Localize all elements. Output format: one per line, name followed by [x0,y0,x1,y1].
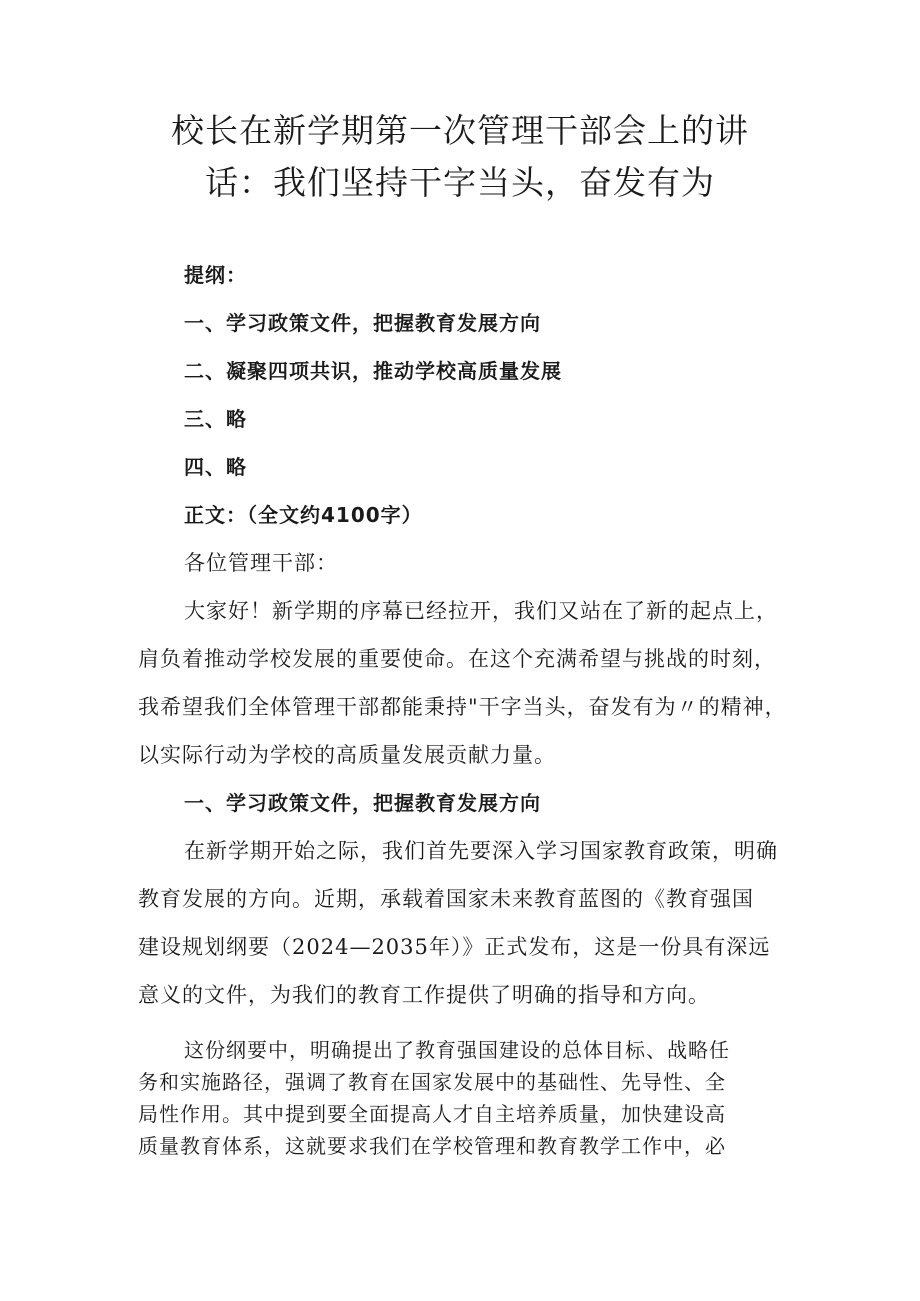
paragraph-3-line-4: 质量教育体系，这就要求我们在学校管理和教育教学工作中，必 [138,1134,726,1158]
paragraph-2-line-3: 建设规划纲要（2024—2035年）》正式发布，这是一份具有深远 [138,935,771,959]
paragraph-1-line-1: 大家好！新学期的序幕已经拉开，我们又站在了新的起点上， [184,599,778,623]
outline-item-2: 二、凝聚四项共识，推动学校高质量发展 [184,359,562,383]
section-1-heading: 一、学习政策文件，把握教育发展方向 [184,791,541,815]
document-title-line-1: 校长在新学期第一次管理干部会上的讲 [171,111,749,150]
outline-label: 提纲： [184,263,247,287]
body-label: 正文：（全文约4100字） [184,503,423,527]
paragraph-1-line-2: 肩负着推动学校发展的重要使命。在这个充满希望与挑战的时刻， [138,647,776,671]
outline-item-3: 三、略 [184,407,247,431]
document-title-line-2: 话：我们坚持干字当头，奋发有为 [205,163,715,202]
paragraph-1-line-3: 我希望我们全体管理干部都能秉持"干字当头，奋发有为〃的精神， [138,695,787,719]
paragraph-2-line-4: 意义的文件，为我们的教育工作提供了明确的指导和方向。 [138,983,710,1007]
paragraph-3-line-2: 务和实施路径，强调了教育在国家发展中的基础性、先导性、全 [138,1070,726,1094]
salutation: 各位管理干部： [184,551,338,575]
paragraph-2-line-1: 在新学期开始之际，我们首先要深入学习国家教育政策，明确 [184,839,778,863]
outline-item-4: 四、略 [184,455,247,479]
paragraph-3-line-1: 这份纲要中，明确提出了教育强国建设的总体目标、战略任 [184,1038,730,1062]
paragraph-3-line-3: 局性作用。其中提到要全面提高人才自主培养质量，加快建设高 [138,1102,726,1126]
paragraph-1-line-4: 以实际行动为学校的高质量发展贡献力量。 [138,743,556,767]
outline-item-1: 一、学习政策文件，把握教育发展方向 [184,311,541,335]
paragraph-2-line-2: 教育发展的方向。近期，承载着国家未来教育蓝图的《教育强国 [138,887,754,911]
